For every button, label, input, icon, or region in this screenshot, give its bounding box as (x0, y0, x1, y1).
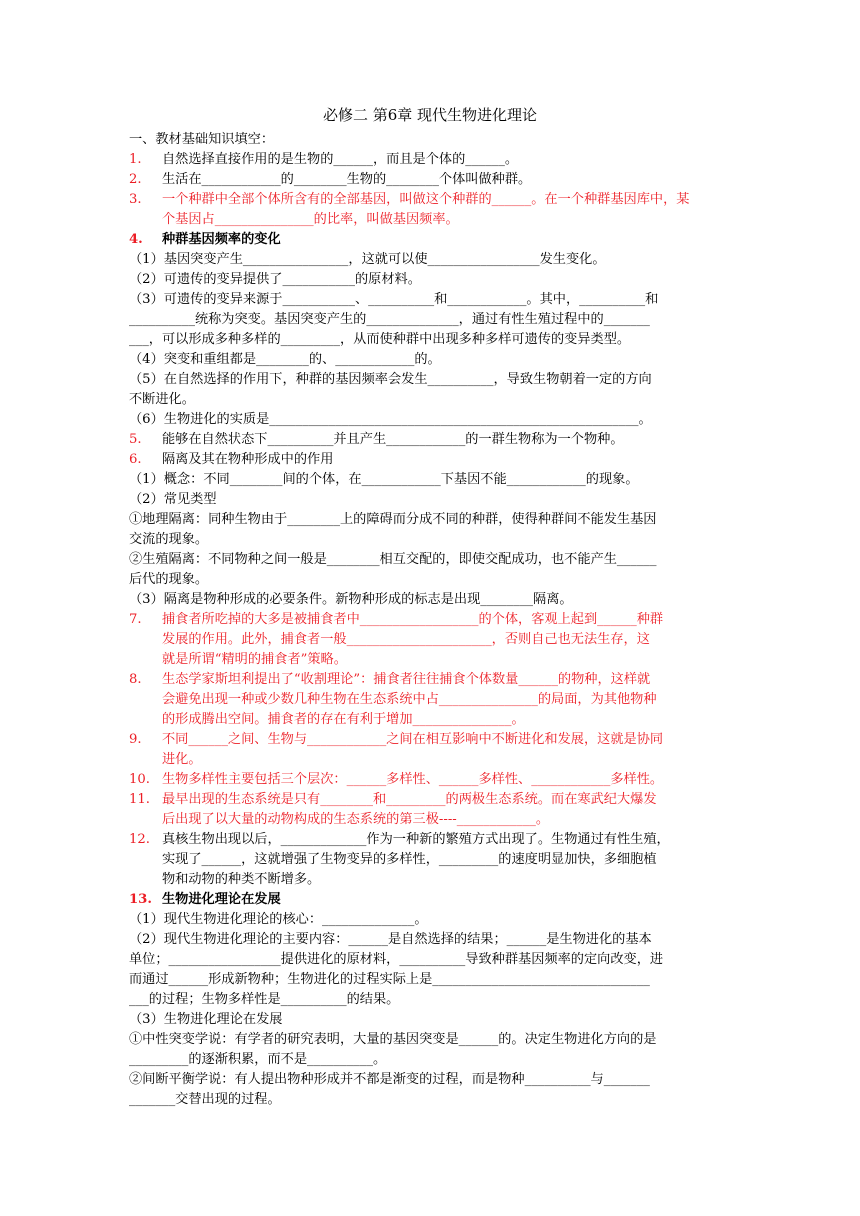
item-number: 5. (129, 432, 142, 447)
text-line: 个基因占_______________的比率，叫做基因频率。 (162, 212, 459, 227)
text-line: （5）在自然选择的作用下，种群的基因频率会发生__________，导致生物朝着一定的方向 (129, 372, 652, 387)
text-line: 不断进化。 (129, 392, 195, 407)
text-line: 捕食者所吃掉的大多是被捕食者中__________________的个体，客观上起到______种群 (162, 612, 664, 627)
item-number: 2. (129, 172, 142, 187)
text-line: 生物多样性主要包括三个层次：______多样性、______多样性、____________多样性。 (162, 772, 664, 787)
item-number: 12. (129, 832, 150, 847)
text-line: 生态学家斯坦利提出了“收割理论”：捕食者往往捕食个体数量______的物种，这样就 (162, 672, 651, 687)
text-line: 一个种群中全部个体所含有的全部基因，叫做这个种群的______。在一个种群基因库中，某 (162, 192, 690, 207)
text-line: （3）生物进化理论在发展 (129, 1012, 283, 1027)
text-line: （3）隔离是物种形成的必要条件。新物种形成的标志是出现________隔离。 (129, 592, 573, 607)
text-line: 发展的作用。此外，捕食者一般______________________，否则自己也无法生存，这 (162, 632, 650, 647)
text-line: （1）现代生物进化理论的核心：______________。 (129, 912, 428, 927)
text-line: 单位；_________________提供进化的原材料，__________导致种群基因频率的定向改变，进 (129, 952, 664, 967)
text-line: 生活在____________的________生物的________个体叫做种群。 (162, 172, 532, 187)
text-line: 后代的现象。 (129, 572, 209, 587)
text-line: （2）现代生物进化理论的主要内容：______是自然选择的结果；______是生物进化的基本 (129, 932, 652, 947)
text-line: 隔离及其在物种形成中的作用 (162, 452, 334, 467)
item-number: 8. (129, 672, 142, 687)
item-number: 7. (129, 612, 142, 627)
text-line: （3）可遗传的变异来源于___________、__________和____________。其中，__________和 (129, 292, 659, 307)
text-line: 实现了______，这就增强了生物变异的多样性，_________的速度明显加快，多细胞植 (162, 852, 657, 867)
page-title: 必修二 第6章 现代生物进化理论 (322, 106, 538, 124)
text-line: 进化。 (162, 752, 202, 767)
text-line: 后出现了以大量的动物构成的生态系统的第三极----____________。 (162, 812, 550, 827)
text-line: 的形成腾出空间。捕食者的存在有利于增加_______________。 (162, 712, 525, 727)
text-line: （6）生物进化的实质是________________________________________________________。 (129, 412, 652, 427)
item-number: 13. (129, 892, 152, 907)
text-line: 能够在自然状态下__________并且产生____________的一群生物称为一个物种。 (162, 432, 624, 447)
text-line: ①中性突变学说：有学者的研究表明，大量的基因突变是______的。决定生物进化方向的是 (129, 1032, 657, 1047)
text-line: ①地理隔离：同种生物由于________上的障碍而分成不同的种群，使得种群间不能发生基因 (129, 512, 657, 527)
text-line: ___，可以形成多种多样的_________，从而使种群中出现多种多样可遗传的变异类型。 (129, 332, 631, 347)
text-line: 一、教材基础知识填空： (129, 132, 275, 147)
item-number: 6. (129, 452, 142, 467)
item-number: 4. (129, 232, 143, 247)
text-line: _______交替出现的过程。 (129, 1092, 281, 1107)
item-number: 3. (129, 192, 142, 207)
text-line: （1）基因突变产生________________，这就可以使_________________发生变化。 (129, 252, 606, 267)
text-line: 交流的现象。 (129, 532, 209, 547)
text-line: _________的逐渐积累，而不是__________。 (129, 1052, 387, 1067)
text-line: ②生殖隔离：不同物种之间一般是________相互交配的，即使交配成功，也不能产生______ (129, 552, 657, 567)
text-line: 就是所谓“精明的捕食者”策略。 (162, 652, 347, 667)
item-number: 10. (129, 772, 150, 787)
text-line: 种群基因频率的变化 (162, 232, 281, 247)
text-line: （1）概念：不同________间的个体，在____________下基因不能____________的现象。 (129, 472, 639, 487)
item-number: 1. (129, 152, 142, 167)
text-line: ②间断平衡学说：有人提出物种形成并不都是渐变的过程，而是物种__________与_______ (129, 1072, 650, 1087)
item-number: 9. (129, 732, 142, 747)
text-line: 而通过______形成新物种；生物进化的过程实际上是_________________________________ (129, 972, 650, 987)
text-line: 最早出现的生态系统是只有________和_________的两极生态系统。而在寒武纪大爆发 (162, 792, 657, 807)
text-line: 真核生物出现以后，_____________作为一种新的繁殖方式出现了。生物通过有性生殖， (162, 832, 670, 847)
text-line: （2）可遗传的变异提供了___________的原材料。 (129, 272, 421, 287)
text-line: 不同______之间、生物与____________之间在相互影响中不断进化和发展，这就是协同 (162, 732, 664, 747)
item-number: 11. (129, 792, 150, 807)
text-line: ___的过程；生物多样性是__________的结果。 (129, 992, 400, 1007)
text-line: 自然选择直接作用的是生物的______，而且是个体的______。 (162, 152, 519, 167)
text-line: 物和动物的种类不断增多。 (162, 872, 321, 887)
text-line: 会避免出现一种或少数几种生物在生态系统中占_______________的局面，为其他物种 (162, 692, 657, 707)
text-line: __________统称为突变。基因突变产生的______________，通过有性生殖过程中的_______ (129, 312, 650, 327)
text-line: （4）突变和重组都是________的、____________的。 (129, 352, 441, 367)
text-line: 生物进化理论在发展 (162, 892, 281, 907)
text-line: （2）常见类型 (129, 492, 217, 507)
